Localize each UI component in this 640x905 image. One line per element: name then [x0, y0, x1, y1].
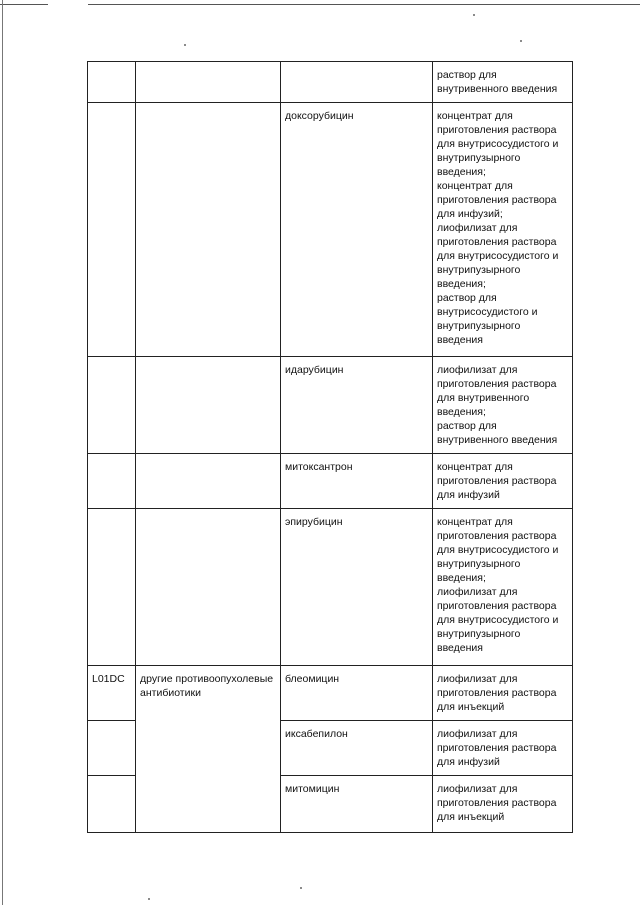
dosage-form: лиофилизат для приготовления раствора для внутривенного введения; [437, 364, 557, 418]
drug-name-cell: идарубицин [281, 357, 433, 454]
scan-edge-line [0, 4, 48, 5]
table-row [88, 62, 573, 103]
atc-code-cell [88, 454, 136, 509]
scan-speck [520, 40, 522, 42]
dosage-form: лиофилизат для приготовления раствора для инъекций [437, 783, 557, 823]
dosage-form: лиофилизат для приготовления раствора для инъекций [437, 673, 557, 713]
group-name-cell [136, 454, 281, 509]
dosage-forms-cell [433, 62, 573, 103]
scan-speck [184, 44, 186, 46]
atc-code-cell [88, 721, 136, 776]
dosage-form: концентрат для приготовления раствора для инфузий; [437, 180, 557, 220]
atc-code-cell [88, 62, 136, 103]
atc-code-cell: L01DC [88, 666, 136, 721]
dosage-form: концентрат для приготовления раствора для внутрисосудистого и внутрипузырного введения; [437, 110, 559, 178]
drug-name-cell: блеомицин [281, 666, 433, 721]
dosage-form: концентрат для приготовления раствора для инфузий [437, 461, 557, 501]
dosage-form: раствор для внутрисосудистого и внутрипузырного введения [437, 292, 538, 346]
dosage-form: раствор для внутривенного введения [437, 69, 558, 95]
scan-speck [473, 14, 475, 16]
dosage-forms-cell [433, 776, 573, 833]
dosage-form: лиофилизат для приготовления раствора для внутрисосудистого и внутрипузырного введения; [437, 222, 559, 290]
atc-code-cell [88, 357, 136, 454]
drug-name-cell [281, 62, 433, 103]
table-row [88, 103, 573, 357]
drug-name-cell: доксорубицин [281, 103, 433, 357]
group-name-cell [136, 357, 281, 454]
drug-name-cell: эпирубицин [281, 509, 433, 666]
scan-speck [300, 887, 302, 889]
scan-edge-line [88, 4, 640, 5]
drug-table [87, 61, 573, 833]
group-name-cell [136, 509, 281, 666]
dosage-forms-cell [433, 357, 573, 454]
dosage-form: лиофилизат для приготовления раствора для инфузий [437, 728, 557, 768]
group-name-cell [136, 103, 281, 357]
table-row [88, 666, 573, 721]
dosage-forms-cell [433, 721, 573, 776]
scan-left-edge [2, 0, 3, 905]
dosage-form: концентрат для приготовления раствора для внутрисосудистого и внутрипузырного введения; [437, 516, 559, 584]
dosage-forms-cell [433, 666, 573, 721]
dosage-forms-cell [433, 454, 573, 509]
dosage-forms-cell [433, 509, 573, 666]
dosage-form: раствор для внутривенного введения [437, 420, 558, 446]
drug-name-cell: иксабепилон [281, 721, 433, 776]
atc-code-cell [88, 103, 136, 357]
dosage-forms-cell [433, 103, 573, 357]
group-name-cell [136, 62, 281, 103]
table-row [88, 454, 573, 509]
drug-name-cell: митомицин [281, 776, 433, 833]
table-row [88, 509, 573, 666]
atc-code-cell [88, 776, 136, 833]
drug-name-cell: митоксантрон [281, 454, 433, 509]
scan-speck [148, 898, 150, 900]
group-name-cell: другие противоопухолевые антибиотики [136, 666, 281, 833]
atc-code-cell [88, 509, 136, 666]
table-row [88, 357, 573, 454]
dosage-form: лиофилизат для приготовления раствора для внутрисосудистого и внутрипузырного введения [437, 586, 559, 654]
